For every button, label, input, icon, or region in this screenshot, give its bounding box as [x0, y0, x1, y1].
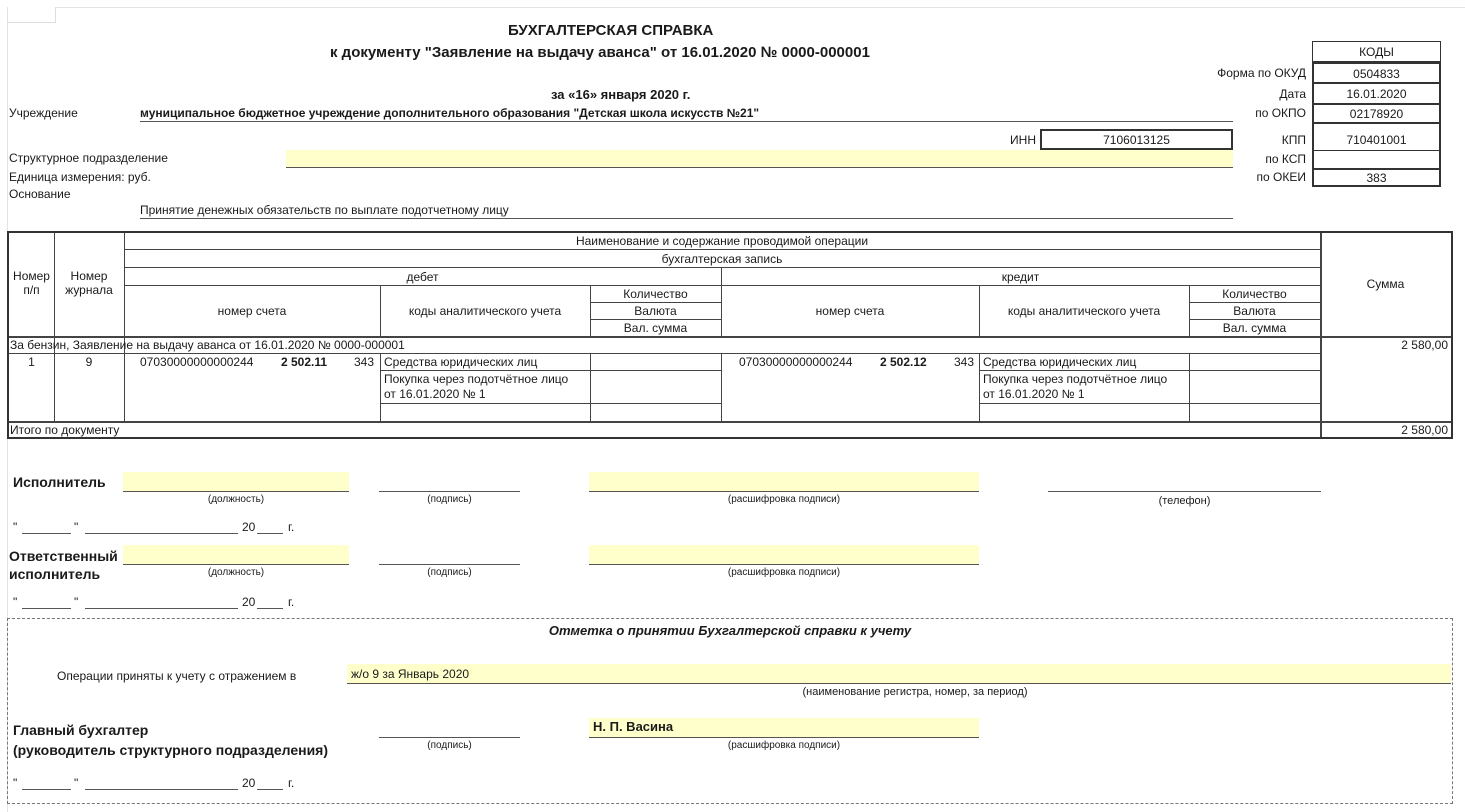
table-hline — [979, 403, 1320, 404]
codes-label-kpp: КПП — [1281, 133, 1306, 147]
document-period: за «16» января 2020 г. — [551, 87, 691, 102]
codes-value-date: 16.01.2020 — [1312, 83, 1441, 104]
document-subtitle: к документу "Заявление на выдачу аванса" от 16.01.2020 № 0000-000001 — [330, 44, 870, 61]
col-header-credit-cursum: Вал. сумма — [1222, 321, 1287, 335]
row-debit-account-bold: 2 502.11 — [281, 355, 328, 369]
responsible-label-l2: исполнитель — [9, 566, 101, 582]
date-line-3-year-suffix: г. — [288, 776, 295, 790]
group-title: За бензин, Заявление на выдачу аванса от 16.01.2020 № 0000-000001 — [10, 338, 405, 352]
acceptance-ops-caption: (наименование регистра, номер, за период) — [802, 686, 1028, 698]
chief-decoding-caption: (расшифровка подписи) — [727, 740, 841, 751]
unit-label — [9, 170, 151, 184]
codes-value-okei: 383 — [1312, 169, 1441, 187]
table-hline — [380, 370, 721, 371]
acceptance-ops-value: ж/о 9 за Январь 2020 — [351, 667, 470, 681]
date-line-2-year-suffix: г. — [288, 595, 295, 609]
chief-signature-field[interactable] — [379, 718, 520, 738]
col-header-debit-cursum: Вал. сумма — [623, 321, 688, 335]
institution-label: Учреждение — [9, 106, 78, 120]
table-hline — [1189, 302, 1320, 303]
date-line-3-day-field[interactable] — [22, 776, 71, 790]
codes-value-kpp: 710401001 — [1346, 133, 1407, 147]
row-credit-analytic-1: Средства юридических лиц — [983, 355, 1137, 369]
table-hline — [9, 353, 1320, 354]
date-line-2-year-field[interactable] — [257, 595, 283, 609]
table-hline — [124, 285, 1320, 286]
document-title: БУХГАЛТЕРСКАЯ СПРАВКА — [508, 22, 714, 39]
date-line-2-quote-close: " — [74, 595, 79, 609]
responsible-signature-field[interactable] — [379, 545, 520, 565]
date-line-1-year-prefix: 20 — [242, 520, 256, 534]
total-sum: 2 580,00 — [1401, 423, 1448, 437]
table-vline — [1189, 353, 1190, 421]
col-header-credit-qty: Количество — [1222, 287, 1287, 301]
date-line-2-day-field[interactable] — [22, 595, 71, 609]
table-vline — [1320, 233, 1322, 437]
responsible-decoding-field[interactable] — [589, 545, 979, 565]
inn-value: 7106013125 — [1040, 129, 1233, 150]
table-vline — [979, 353, 980, 421]
date-line-3-year-prefix: 20 — [242, 776, 256, 790]
col-header-entry: бухгалтерская запись — [661, 252, 783, 266]
executor-position-field[interactable] — [123, 472, 349, 492]
col-header-operation: Наименование и содержание проводимой операции — [575, 234, 869, 248]
responsible-label — [9, 547, 118, 583]
table-hline — [590, 302, 721, 303]
col-header-debit-account: номер счета — [217, 304, 287, 318]
table-hline — [590, 319, 721, 320]
table-hline — [1189, 319, 1320, 320]
basis-text: Принятие денежных обязательств по выплате подотчетному лицу — [140, 203, 509, 217]
table-hline — [380, 403, 721, 404]
col-header-journal — [54, 269, 124, 297]
table-hline — [9, 421, 1451, 423]
inn-label: ИНН — [1010, 133, 1036, 147]
codes-label-okpo: по ОКПО — [1255, 106, 1306, 120]
row-debit-kosgu: 343 — [354, 355, 375, 369]
institution-value — [140, 106, 1233, 122]
date-line-1-year-field[interactable] — [257, 520, 283, 534]
date-line-3-year-field[interactable] — [257, 776, 283, 790]
sheet-top-border — [56, 7, 1465, 8]
acceptance-ops-label: Операции приняты к учету с отражением в — [57, 669, 297, 683]
col-header-credit: кредит — [1001, 270, 1040, 284]
table-vline — [721, 353, 722, 421]
col-header-credit-currency: Валюта — [1233, 304, 1276, 318]
executor-signature-field[interactable] — [379, 472, 520, 492]
chief-name-value: Н. П. Васина — [593, 719, 674, 734]
codes-label-okei: по ОКЕИ — [1256, 170, 1306, 184]
unit-label-text: Единица измерения: — [9, 170, 125, 184]
row-num: 1 — [28, 355, 35, 369]
chief-name-field[interactable] — [589, 718, 979, 738]
responsible-position-caption: (должность) — [207, 567, 265, 578]
division-field[interactable] — [286, 150, 1233, 168]
codes-label-date: Дата — [1279, 87, 1306, 101]
date-line-1-day-field[interactable] — [22, 520, 71, 534]
col-header-num-l2: п/п — [23, 283, 40, 297]
executor-position-caption: (должность) — [207, 494, 265, 505]
table-hline — [124, 267, 1320, 268]
table-vline — [380, 353, 381, 421]
chief-accountant-l1: Главный бухгалтер — [13, 722, 149, 738]
date-line-1-quote-close: " — [74, 520, 79, 534]
executor-label: Исполнитель — [13, 474, 106, 490]
row-debit-account: 07030000000000244 — [140, 355, 254, 369]
total-label: Итого по документу — [10, 423, 120, 437]
date-line-2-quote-open: " — [13, 595, 18, 609]
codes-label-okud: Форма по ОКУД — [1217, 66, 1306, 80]
col-header-debit-qty: Количество — [623, 287, 688, 301]
col-header-credit-analytic: коды аналитического учета — [1007, 304, 1161, 318]
col-header-debit-analytic: коды аналитического учета — [408, 304, 562, 318]
codes-value-okpo: 02178920 — [1312, 104, 1441, 123]
date-line-3-quote-open: " — [13, 776, 18, 790]
chief-accountant-l2: (руководитель структурного подразделения) — [13, 742, 328, 758]
date-line-3-quote-close: " — [74, 776, 79, 790]
col-header-num — [9, 269, 54, 297]
chief-accountant-label — [13, 720, 328, 760]
group-sum: 2 580,00 — [1401, 338, 1448, 352]
table-vline — [54, 233, 55, 421]
date-line-1-year-suffix: г. — [288, 520, 295, 534]
row-debit-analytic-2b: от 16.01.2020 № 1 — [384, 387, 486, 401]
responsible-decoding-caption: (расшифровка подписи) — [727, 567, 841, 578]
row-credit-analytic-2a: Покупка через подотчётное лицо — [983, 372, 1168, 386]
row-credit-kosgu: 343 — [954, 355, 975, 369]
responsible-position-field[interactable] — [123, 545, 349, 565]
responsible-signature-caption: (подпись) — [427, 567, 472, 578]
date-line-3-month-field[interactable] — [85, 776, 238, 790]
date-line-2-month-field[interactable] — [85, 595, 238, 609]
operations-table — [7, 231, 1453, 439]
executor-decoding-caption: (расшифровка подписи) — [727, 494, 841, 505]
row-debit-analytic-1: Средства юридических лиц — [384, 355, 538, 369]
codes-label-ksp: по КСП — [1265, 152, 1306, 166]
responsible-label-l1: Ответственный — [9, 548, 118, 564]
row-debit-analytic-2a: Покупка через подотчётное лицо — [384, 372, 569, 386]
executor-phone-caption: (телефон) — [1158, 495, 1211, 507]
col-header-journal-l1: Номер — [70, 269, 108, 283]
sheet-corner-cell — [7, 7, 56, 23]
col-header-credit-account: номер счета — [815, 304, 885, 318]
col-header-debit: дебет — [406, 270, 439, 284]
col-header-journal-l2: журнала — [65, 283, 113, 297]
basis-label: Основание — [9, 187, 71, 201]
executor-signature-caption: (подпись) — [427, 494, 472, 505]
date-line-1-month-field[interactable] — [85, 520, 238, 534]
date-line-1-quote-open: " — [13, 520, 18, 534]
row-credit-analytic-2b: от 16.01.2020 № 1 — [983, 387, 1085, 401]
table-hline — [124, 249, 1320, 250]
institution-text: муниципальное бюджетное учреждение дополнительного образования "Детская школа искусств №21" — [140, 106, 760, 120]
col-header-num-l1: Номер — [13, 269, 50, 283]
col-header-debit-currency: Валюта — [634, 304, 677, 318]
table-vline — [590, 353, 591, 421]
unit-value: руб. — [127, 170, 151, 184]
codes-title: КОДЫ — [1312, 41, 1441, 62]
division-label: Структурное подразделение — [9, 151, 168, 165]
codes-value-okud: 0504833 — [1312, 62, 1441, 83]
chief-signature-caption: (подпись) — [427, 740, 472, 751]
acceptance-ops-field[interactable] — [347, 664, 1451, 684]
codes-value-ksp — [1312, 150, 1441, 169]
table-hline — [979, 370, 1320, 371]
col-header-sum: Сумма — [1366, 277, 1405, 291]
row-journal: 9 — [85, 355, 93, 369]
executor-decoding-field[interactable] — [589, 472, 979, 492]
row-credit-account: 07030000000000244 — [739, 355, 853, 369]
basis-value — [140, 203, 1233, 219]
date-line-2-year-prefix: 20 — [242, 595, 256, 609]
executor-phone-field[interactable] — [1048, 472, 1321, 492]
row-credit-account-bold: 2 502.12 — [880, 355, 927, 369]
acceptance-title: Отметка о принятии Бухгалтерской справки к учету — [548, 623, 912, 638]
